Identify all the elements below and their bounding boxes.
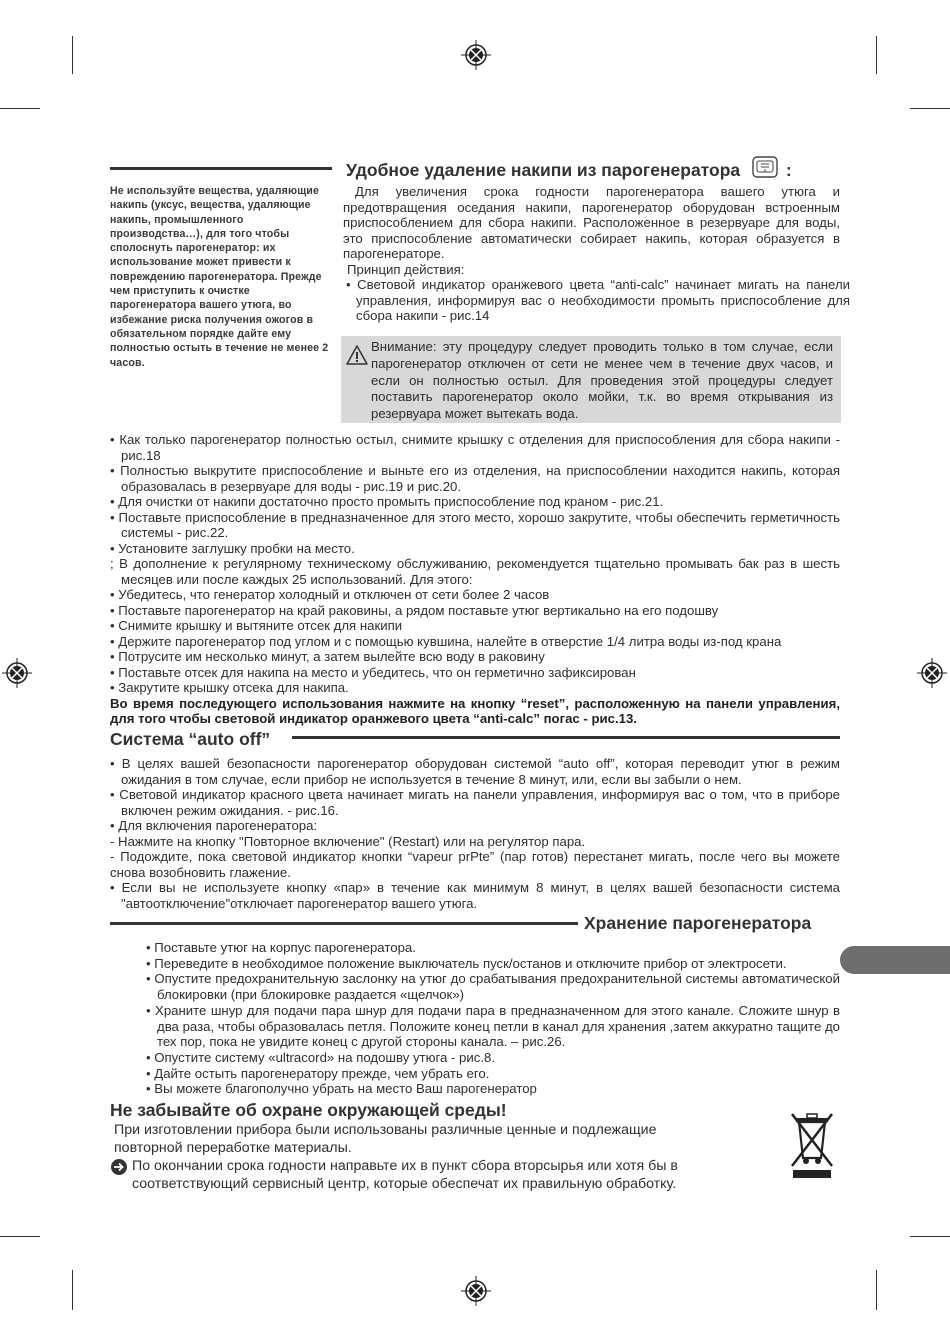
section-title-descaling bbox=[346, 155, 792, 181]
list-item: • Держите парогенератор под углом и с помощью кувшина, налейте в отверстие 1/4 литра воды из-под крана bbox=[110, 633, 782, 649]
list-item: • Вы можете благополучно убрать на место Ваш парогенератор bbox=[146, 1081, 537, 1097]
section-title-environment: Не забывайте об охране окружающей среды! bbox=[110, 1100, 507, 1120]
list-item: • Закрутите крышку отсека для накипа. bbox=[110, 680, 349, 695]
crop-mark bbox=[910, 108, 950, 109]
list-item: - Нажмите на кнопку "Повторное включение" (Restart) или на регулятор пара. bbox=[110, 833, 586, 849]
list-item: • Поставьте утюг на корпус парогенератора. bbox=[146, 940, 416, 955]
section-rule bbox=[110, 922, 578, 925]
crop-mark bbox=[72, 1270, 73, 1310]
list-item: • Полностью выкрутите приспособление и выньте его из отделения, на приспособлении находится накипь, которая образовалась в резервуаре для воды - рис.19 и рис.20. bbox=[110, 463, 840, 494]
list-item: • Если вы не используете кнопку «пар» в течение как минимум 8 минут, в целях вашей безопасности система "автоотключение"отключает парогенератор вашего утюга. bbox=[110, 880, 840, 911]
section-title-auto-off: Система “auto off” bbox=[110, 729, 271, 749]
list-item: ; В дополнение к регулярному техническому обслуживанию, рекомендуется тщательно промывать бак раз в шесть месяцев или после каждых 25 использований. Для этого: bbox=[110, 556, 840, 587]
descaling-steps bbox=[110, 432, 840, 727]
warning-triangle-icon bbox=[345, 344, 369, 366]
crop-mark bbox=[0, 1236, 40, 1237]
list-item: • Поставьте парогенератор на край раковины, а рядом поставьте утюг вертикально на его подошву bbox=[110, 602, 719, 618]
crop-mark bbox=[72, 36, 73, 74]
registration-mark-icon bbox=[461, 40, 491, 70]
registration-mark-icon bbox=[917, 658, 947, 688]
list-item: • Поставьте отсек для накипа на место и убедитесь, что он герметично зафиксирован bbox=[110, 664, 636, 680]
principle-item-text: Световой индикатор оранжевого цвета “anti-calc” начинает мигать на панели управления, информируя вас о необходимости промыть приспособление для сбора накипи - рис.14 bbox=[356, 277, 851, 324]
list-item: • Дайте остыть парогенератору прежде, чем убрать его. bbox=[146, 1065, 490, 1081]
crop-mark bbox=[0, 108, 40, 109]
list-item: • Для включения парогенератора: bbox=[110, 818, 318, 833]
environment-arrow-text: По окончании срока годности направьте их в пункт сбора вторсырья или хотя бы в соответствующий сервисный центр, которые обеспечат их правильную обработку. bbox=[132, 1158, 678, 1192]
list-item: • Храните шнур для подачи пара шнур для подачи пара в предназначенном для этого канале. Сложите шнур в два раза, чтобы образовалась петля. Положите конец петли в канал для хранения ,затем аккуратно тащите до тех пор, пока не увидите конец с другой стороны канала. – рис.26. bbox=[146, 1002, 840, 1050]
crossed-bin-weee-icon bbox=[787, 1110, 837, 1180]
list-item: • Опустите предохранительную заслонку на утюг до срабатывания предохранительной системы автоматической блокировки (при блокировке раздается «щелчок») bbox=[146, 971, 840, 1003]
list-item: • Опустите систему «ultracord» на подошву утюга - рис.8. bbox=[146, 1049, 496, 1065]
registration-mark-icon bbox=[461, 1276, 491, 1306]
list-item: - Подождите, пока световой индикатор кнопки “vapeur prPte” (пар готов) перестанет мигать, после чего вы можете снова возобновить глажение. bbox=[110, 849, 840, 880]
warning-box bbox=[341, 336, 841, 423]
section-rule bbox=[110, 167, 332, 170]
descale-cartridge-icon bbox=[751, 155, 781, 181]
list-item: • Потрусите им несколько минут, а затем вылейте всю воду в раковину bbox=[110, 649, 545, 664]
list-item: • Снимите крышку и вытяните отсек для накипи bbox=[110, 618, 403, 633]
environment-text: При изготовлении прибора были использованы различные ценные и подлежащие повторной переработке материалы. bbox=[114, 1122, 657, 1156]
warning-text: Внимание: эту процедуру следует проводить только в том случае, если парогенератор отключен от сети не менее чем в течение двух часов, и если он полностью остыл. Для проведения этой процедуры следует поставить парогенератор около мойки, т.к. во время открывания из резервуара может вытекать вода. bbox=[371, 339, 833, 422]
crop-mark bbox=[910, 1236, 950, 1237]
section-title-storage: Хранение парогенератора bbox=[584, 913, 812, 933]
list-item: • Убедитесь, что генератор холодный и отключен от сети более 2 часов bbox=[110, 587, 550, 602]
storage-list bbox=[146, 940, 840, 1097]
list-item: • Установите заглушку пробки на место. bbox=[110, 540, 355, 556]
list-item: • Поставьте приспособление в предназначенное для этого место, хорошо закрутите, чтобы обеспечить герметичность системы - рис.22. bbox=[110, 509, 840, 540]
section-title-suffix: : bbox=[785, 160, 792, 180]
list-item: • Световой индикатор красного цвета начинает мигать на панели управления, информируя вас о том, что в приборе включен режим ожидания. - рис.16. bbox=[110, 787, 840, 818]
list-item: • В целях вашей безопасности парогенератор оборудован системой “auto off”, которая переводит утюг в режим ожидания в том случае, если прибор не используется в течение 8 минут, или, если вы забыли о нем. bbox=[110, 756, 840, 787]
section-title-text: Удобное удаление накипи из парогенератора bbox=[346, 160, 741, 180]
auto-off-list bbox=[110, 756, 840, 911]
crop-mark bbox=[876, 36, 877, 74]
reset-instruction: Во время последующего использования нажмите на кнопку “reset”, расположенную на панели управления, для того чтобы световой индикатор оранжевого цвета “anti-calc” погас - рис.13. bbox=[110, 695, 840, 726]
list-item: • Как только парогенератор полностью остыл, снимите крышку с отделения для приспособления для сбора накипи - рис.18 bbox=[110, 432, 840, 463]
section-rule bbox=[292, 736, 840, 739]
page-tab-marker bbox=[840, 946, 950, 974]
list-item: • Переведите в необходимое положение выключатель пуск/останов и отключите прибор от электросети. bbox=[146, 955, 787, 971]
side-warning-note: Не используйте вещества, удаляющие накипь (уксус, вещества, удаляющие накипь, промышленного производства…), для того чтобы сполоснуть парогенератор: их использование может привести к повреждению парогенератора. Прежде чем приступить к очистке парогенератора вашего утюга, во избежание риска получения ожогов в обязательном порядке дайте ему полностью остыть в течение не менее 2 часов. bbox=[110, 185, 329, 369]
crop-mark bbox=[876, 1270, 877, 1310]
principle-item: • Световой индикатор оранжевого цвета “anti-calc” начинает мигать на панели управления, информируя вас о необходимости промыть приспособление для сбора накипи - рис.14 bbox=[346, 277, 851, 324]
arrow-right-icon bbox=[110, 1158, 128, 1176]
principle-label: Принцип действия: bbox=[347, 262, 465, 277]
list-item: • Для очистки от накипи достаточно просто промыть приспособление под краном - рис.21. bbox=[110, 494, 664, 509]
registration-mark-icon bbox=[2, 658, 32, 688]
intro-paragraph: Для увеличения срока годности парогенератора вашего утюга и предотвращения оседания накипи, парогенератор оборудован встроенным приспособлением для сбора накипи. Расположенное в резервуаре для воды, это приспособление автоматически собирает накипь, которая образуется в парогенераторе. bbox=[343, 184, 840, 262]
